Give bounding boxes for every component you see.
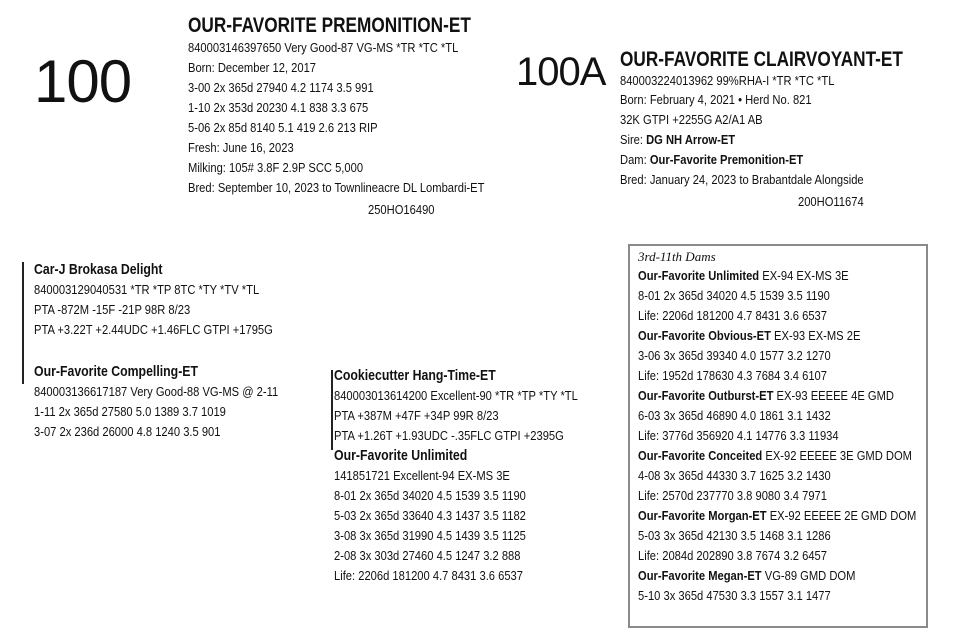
lot1-line: Born: December 12, 2017 (188, 60, 317, 75)
dam-line: 141851721 Excellent-94 EX-MS 3E (334, 468, 510, 483)
dam-name: Our-Favorite Outburst-ET (638, 388, 774, 403)
lot1-line: 1-10 2x 353d 20230 4.1 838 3.3 675 (188, 100, 369, 115)
dam-name: Our-Favorite Premonition-ET (649, 152, 804, 167)
lot2-reg: 840003224013962 99%RHA-I *TR *TC *TL (620, 73, 835, 88)
dam-line: 2-08 3x 303d 27460 4.5 1247 3.2 888 (334, 548, 521, 563)
lot2-dam-line (620, 150, 864, 170)
dam-classification: EX-93 EX-MS 2E (774, 328, 861, 343)
lot1-line: 5-06 2x 85d 8140 5.1 419 2.6 213 RIP (188, 120, 378, 135)
sire-line: 840003129040531 *TR *TP 8TC *TY *TV *TL (34, 282, 260, 297)
dams-heading: 3rd-11th Dams (638, 249, 716, 264)
dam-name-line (638, 506, 916, 526)
dam-classification: EX-94 EX-MS 3E (762, 268, 849, 283)
dam-line: 8-01 2x 365d 34020 4.5 1539 3.5 1190 (334, 488, 526, 503)
lot1-line: Milking: 105# 3.8F 2.9P SCC 5,000 (188, 160, 364, 175)
dam-record: 3-06 3x 365d 39340 4.0 1577 3.2 1270 (638, 348, 831, 363)
dam-classification: EX-92 EEEEE 2E GMD DOM (769, 508, 917, 523)
lot2-line: 32K GTPI +2255G A2/A1 AB (620, 112, 763, 127)
dam-record: 4-08 3x 365d 44330 3.7 1625 3.2 1430 (638, 468, 831, 483)
dam-name: Our-Favorite Unlimited (638, 268, 760, 283)
lot2-details (620, 72, 903, 190)
dam-line: Life: 2206d 181200 4.7 8431 3.6 6537 (334, 568, 523, 583)
dam-classification: EX-93 EEEEE 4E GMD (776, 388, 894, 403)
lot-number: 100A (516, 50, 606, 94)
lot-number: 100 (34, 48, 132, 115)
dam-record: 6-03 3x 365d 46890 4.0 1861 3.1 1432 (638, 408, 831, 423)
dam-name-line (638, 266, 916, 286)
sire-name: Car-J Brokasa Delight (34, 261, 163, 278)
lot2-sire-line (620, 130, 864, 150)
pedigree-bracket (22, 262, 24, 384)
dam-name-line (638, 326, 916, 346)
dam-name: Our-Favorite Morgan-ET (638, 508, 767, 523)
dam-life: Life: 2206d 181200 4.7 8431 3.6 6537 (638, 308, 827, 323)
dam-line: 3-08 3x 365d 31990 4.5 1439 3.5 1125 (334, 528, 526, 543)
dam-line: 840003136617187 Very Good-88 VG-MS @ 2-11 (34, 384, 279, 399)
dam-line: 1-11 2x 365d 27580 5.0 1389 3.7 1019 (34, 404, 226, 419)
pedigree-left (34, 260, 318, 442)
dam-classification: EX-92 EEEEE 3E GMD DOM (765, 448, 912, 463)
pedigree-mid (334, 366, 618, 586)
dam-life: Life: 2570d 237770 3.8 9080 3.4 7971 (638, 488, 827, 503)
sire-name: Cookiecutter Hang-Time-ET (334, 367, 496, 384)
animal-name: OUR-FAVORITE CLAIRVOYANT-ET (620, 48, 903, 71)
dam-name: Our-Favorite Unlimited (334, 447, 468, 464)
sire-label: Sire: (620, 132, 643, 147)
dam-record: 5-03 3x 365d 42130 3.5 1468 3.1 1286 (638, 528, 831, 543)
lot1-details (188, 38, 533, 198)
sire-line: PTA +3.22T +2.44UDC +1.46FLC GTPI +1795G (34, 322, 273, 337)
animal-name: OUR-FAVORITE PREMONITION-ET (188, 14, 471, 37)
sire-line: PTA +387M +47F +34P 99R 8/23 (334, 408, 499, 423)
lot2-bred: Bred: January 24, 2023 to Brabantdale Alongside (620, 172, 864, 187)
pedigree-bracket (331, 370, 333, 450)
sire-name: DG NH Arrow-ET (646, 132, 736, 147)
dam-name-line (638, 386, 916, 406)
dam-name-line (638, 446, 916, 466)
dam-line: 5-03 2x 365d 33640 4.3 1437 3.5 1182 (334, 508, 526, 523)
dam-record: 5-10 3x 365d 47530 3.3 1557 3.1 1477 (638, 588, 831, 603)
lot1-line: Fresh: June 16, 2023 (188, 140, 294, 155)
dam-life: Life: 2084d 202890 3.8 7674 3.2 6457 (638, 548, 827, 563)
lot2-line: Born: February 4, 2021 • Herd No. 821 (620, 92, 812, 107)
sire-line: PTA -872M -15F -21P 98R 8/23 (34, 302, 191, 317)
dam-name: Our-Favorite Conceited (638, 448, 763, 463)
dam-line: 3-07 2x 236d 26000 4.8 1240 3.5 901 (34, 424, 221, 439)
sire-line: PTA +1.26T +1.93UDC -.35FLC GTPI +2395G (334, 428, 564, 443)
lot1-sire-code: 250HO16490 (368, 202, 435, 217)
dam-label: Dam: (620, 152, 647, 167)
lot2-sire-code: 200HO11674 (798, 194, 864, 209)
lot1-line: 3-00 2x 365d 27940 4.2 1174 3.5 991 (188, 80, 374, 95)
dam-name: Our-Favorite Compelling-ET (34, 363, 199, 380)
sire-line: 840003013614200 Excellent-90 *TR *TP *TY *TL (334, 388, 578, 403)
dam-record: 8-01 2x 365d 34020 4.5 1539 3.5 1190 (638, 288, 830, 303)
lot1-line: 840003146397650 Very Good-87 VG-MS *TR *TC *TL (188, 40, 459, 55)
dam-classification: VG-89 GMD DOM (764, 568, 856, 583)
dams-box-content (638, 248, 962, 606)
dam-life: Life: 1952d 178630 4.3 7684 3.4 6107 (638, 368, 827, 383)
lot1-line: Bred: September 10, 2023 to Townlineacre DL Lombardi-ET (188, 180, 485, 195)
dam-name: Our-Favorite Megan-ET (638, 568, 762, 583)
dam-name-line (638, 566, 916, 586)
dam-name: Our-Favorite Obvious-ET (638, 328, 771, 343)
dam-life: Life: 3776d 356920 4.1 14776 3.3 11934 (638, 428, 839, 443)
